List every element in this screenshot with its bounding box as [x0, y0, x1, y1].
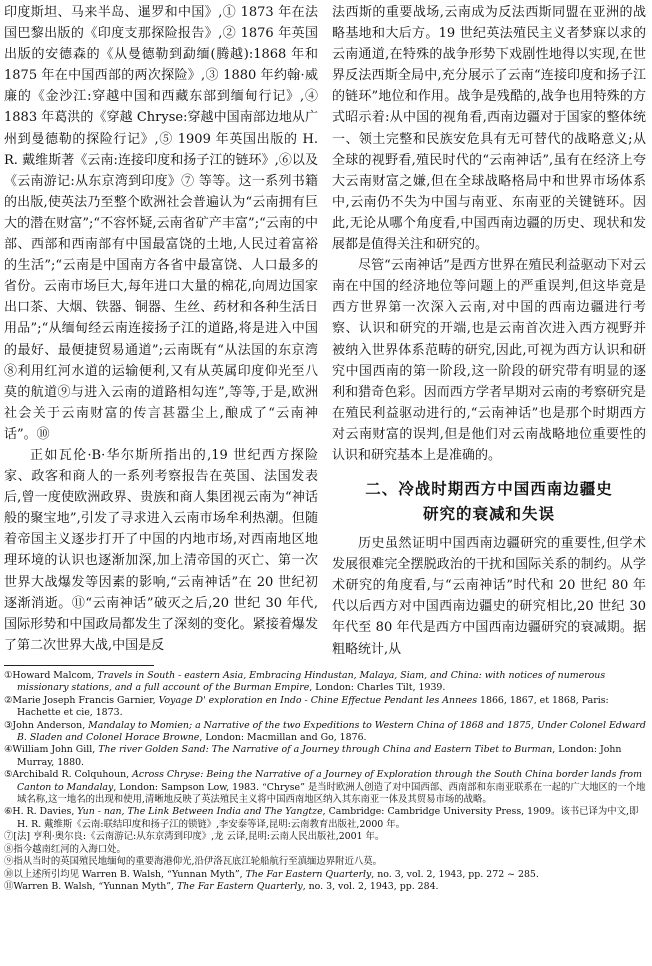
footnote-title: The river Golden Sand: The Narrative of a Journey through China and Eastern Tibet to Burman — [98, 744, 553, 756]
footnote-title: The Far Eastern Quarterly — [177, 880, 303, 892]
footnote-text: Warren B. Walsh, “Yunnan Myth”, — [13, 880, 177, 892]
footnote-mark: ③ — [4, 719, 13, 731]
footnote-mark: ⑩ — [4, 868, 14, 880]
footnote — [4, 769, 648, 806]
section-title — [332, 477, 646, 527]
footnote-text: , London: John Murray, 1880. — [17, 744, 622, 768]
left-paragraph-1: 印度斯坦、马来半岛、暹罗和中国》,① 1873 年在法国巴黎出版的《印度支那探险报告》,② 1876 年英国出版的安德森的《从曼德勒到勐缅(腾越):1868 年和 1875 年在中国西部的两次探险》,③ 1880 年约翰·威廉的《金沙江:穿越中国和西藏东部到缅甸行记》,④ 1883 年葛洪的《穿越 Chryse:穿越中国南部边地从广州到曼德勒的探险行记》,⑤ 1909 年英国出版的 H. R. 戴维斯著《云南:连接印度和扬子江的链环》,⑥以及《云南游记:从东京湾到印度》⑦ 等等。这一系列书籍的出版,使英法乃至整个欧洲社会普遍认为“云南拥有巨大的潜在财富”;“不容怀疑,云南省矿产丰富”;“云南的中部、西部和西南部有中国最富饶的土地,人民过着富裕的生活”;“云南是中国南方各省中最富饶、人口最多的省份。云南市场巨大,每年进口大量的棉花,向周边国家出口茶、大烟、铁器、铜器、生丝、药材和各种生活日用品”;“从缅甸经云南连接扬子江的道路,将是进入中国的最好、最便捷贸易通道”;云南既有“从法国的东京湾⑧利用红河水道的运输便利,又有从英属印度仰光至八莫的航道⑨与进入云南的道路相勾连”,等等,于是,欧洲社会关于云南财富的传言甚嚣尘上,酿成了“云南神话”。⑩ — [4, 5, 318, 442]
footnote-title: Mandalay to Momien; a Narrative of the two Expeditions to Western China of 1868 and 1875, Under Colonel Edward B. Sladen and Colonel Horace Browne — [17, 719, 646, 744]
footnote — [4, 720, 648, 745]
footnote-mark: ⑥ — [4, 806, 13, 818]
footnote-title: The Far Eastern Quarterly — [245, 868, 372, 880]
footnote-mark: ⑤ — [4, 769, 13, 781]
right-paragraph-2: 尽管“云南神话”是西方世界在殖民利益驱动下对云南在中国的经济地位等问题上的严重误判,但这毕竟是西方世界第一次深入云南,对中国的西南边疆进行考察、认识和研究的开端,也是云南首次进入西方视野并被纳入世界体系范畴的研究,因此,可视为西方认识和研究中国西南的第一阶段,这一阶段的研究带有明显的逐利和猎奇色彩。因而西方学者早期对云南的考察研究是在殖民利益驱动进行的,“云南神话”也是那个时期西方对云南财富的误判,但是他们对云南战略地位重要性的认识和研究基本上是准确的。 — [332, 258, 646, 463]
footnote — [4, 670, 648, 695]
footnote — [4, 806, 648, 831]
footnote-mark: ⑪ — [4, 880, 14, 892]
footnote-text: 1866, 1867, et 1868, Paris: Hachette et cie, 1873. — [17, 694, 609, 719]
footnote-text: William John Gill, — [12, 744, 99, 756]
footnote — [4, 831, 648, 843]
footnote-title: Travels in South - eastern Asia, Embracing Hindustan, Malaya, Siam, and China: with notices of numerous missionary stations, and a full account of the Burman Empire — [17, 670, 606, 694]
left-paragraph-2: 正如瓦伦·B·华尔斯所指出的,19 世纪西方探险家、政客和商人的一系列考察报告在英国、法国发表后,曾一度使欧洲政界、贵族和商人集团视云南为“神话般的聚宝地”,引发了寻求进入云南市场牟利热潮。但随着帝国主义逐步打开了中国的内地市场,对西南地区地理环境的认识也逐渐加深,加上清帝国的灭亡、第一次世界大战爆发等因素的影响,“云南神话”在 20 世纪初逐渐消逝。⑪“云南神话”破灭之后,20 世纪 30 年代,国际形势和中国政局都发生了深刻的变化。紧接着爆发了第二次世界大战,中国是反 — [4, 447, 318, 653]
footnote-text: , no. 3, vol. 2, 1943, pp. 272 ~ 285. — [371, 868, 539, 880]
right-column — [332, 2, 646, 660]
footnote — [4, 869, 648, 881]
footnote-text: Archibald R. Colquhoun, — [12, 769, 133, 781]
footnote-mark: ⑧ — [4, 843, 14, 855]
footnote-mark: ① — [4, 670, 13, 681]
footnote-text: 以上述所引均见 Warren B. Walsh, “Yunnan Myth”, — [13, 868, 246, 880]
left-column — [4, 2, 318, 656]
right-paragraph-1: 法西斯的重要战场,云南成为反法西斯同盟在亚洲的战略基地和大后方。19 世纪英法殖民主义者梦寐以求的云南通道,在特殊的战争形势下戏剧性地得以实现,在世界反法西斯全局中,充分展示了云南“连接印度和扬子江的链环”地位和作用。战争是残酷的,战争也用特殊的方式昭示着:从中国的视角看,西南边疆对于国家的整体统一、领土完整和民族安危具有无可替代的战略意义;从全球的视野看,殖民时代的“云南神话”,虽有在经济上夸大云南财富之嫌,但在全球战略格局中和世界市场体系中,云南仍不失为中国与南亚、东南亚的关键链环。因此,无论从哪个角度看,中国西南边疆的历史、现状和发展都是值得关注和研究的。 — [332, 5, 646, 253]
footnote-text: [法] 亨利·奥尔良:《云南游记:从东京湾到印度》,龙 云译,昆明:云南人民出版社,2001 年。 — [13, 831, 385, 843]
footnote-text: Howard Malcom, — [12, 670, 98, 681]
footnote-text: , London: Sampson Low, 1983. “Chryse” 是当时欧洲人创造了对中国西部、西南部和东南亚联系在一起的广大地区的一个地域名称,这一地名的出现和使用,清晰地反映了英法殖民主义将中国西南地区纳入其东南亚一体及其贸易市场的战略。 — [17, 781, 646, 806]
footnote-mark: ② — [4, 694, 13, 706]
footnote-text: Marie Joseph Francis Garnier, — [12, 694, 159, 706]
footnote-text: , London: Macmillan and Go, 1876. — [199, 732, 367, 744]
section-title-line-1: 二、冷战时期西方中国西南边疆史 — [365, 480, 613, 499]
footnote-divider — [4, 665, 154, 666]
footnote-text: , Cambridge: Cambridge University Press, 1909。该书已译为中文,即 H. R. 戴维斯《云南:联结印度和扬子江的锁链》,李安泰等译,昆明:云南教育出版社,2000 年。 — [17, 806, 639, 830]
footnote-title: Yun - nan, The Link Between India and The Yangtze — [77, 806, 323, 818]
footnote — [4, 881, 648, 893]
footnote-text: , London: Charles Tilt, 1939. — [309, 682, 446, 694]
footnote-text: John Anderson, — [12, 719, 89, 731]
section-title-line-2: 研究的衰减和失误 — [422, 505, 555, 524]
footnotes — [4, 670, 648, 893]
right-paragraph-3: 历史虽然证明中国西南边疆研究的重要性,但学术发展很难完全摆脱政治的干扰和国际关系的制约。从学术研究的角度看,与“云南神话”时代和 20 世纪 80 年代以后西方对中国西南边疆史的研究相比,20 世纪 30 年代至 80 年代是西方中国西南边疆研究的衰减期。据粗略统计,从 — [332, 536, 646, 657]
footnote — [4, 844, 648, 856]
footnote — [4, 744, 648, 769]
footnote-mark: ⑦ — [4, 831, 14, 843]
footnote-text: , no. 3, vol. 2, 1943, pp. 284. — [302, 880, 439, 892]
footnote-text: 指从当时的英国殖民地缅甸的重要海港仰光,沿伊洛瓦底江轮船航行至滇缅边界附近八莫。 — [13, 856, 382, 868]
footnote-mark: ④ — [4, 744, 13, 756]
footnote-title: Voyage D' exploration en Indo - Chine Effectue Pendant les Annees — [158, 694, 478, 706]
footnote — [4, 695, 648, 720]
footnote-title: Across Chryse: Being the Narrative of a Journey of Exploration through the South China border lands from Canton to Mandalay — [17, 769, 642, 793]
footnote-text: 指今越南红河的入海口处。 — [13, 843, 126, 855]
footnote-text: H. R. Davies, — [12, 806, 78, 818]
footnote-mark: ⑨ — [4, 856, 14, 868]
footnote — [4, 856, 648, 868]
